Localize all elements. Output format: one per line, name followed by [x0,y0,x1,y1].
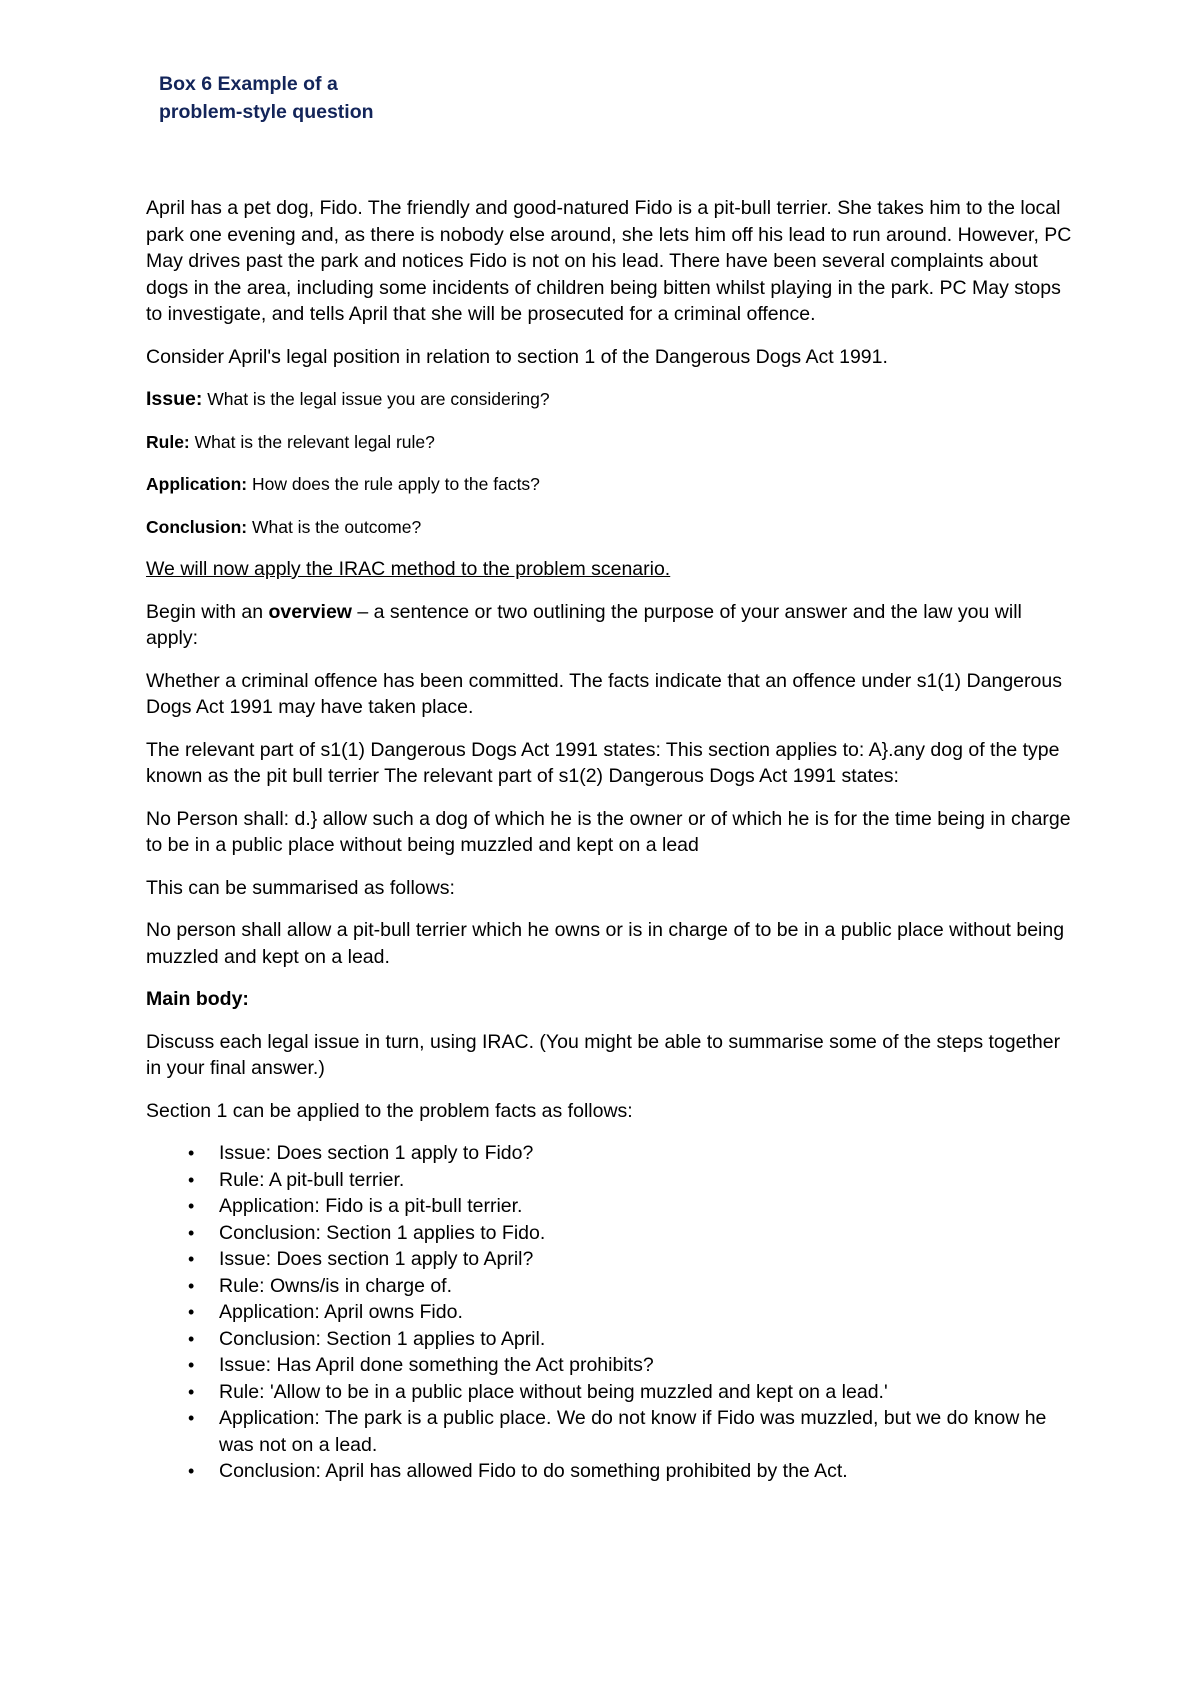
paragraph-s1-1: The relevant part of s1(1) Dangerous Dogs Act 1991 states: This section applies to: A}.any dog of the type known as the pit bull terrier The relevant part of s1(2) Dangerous Dogs Act 1991 states: [146,738,1060,787]
main-body-paragraph-1: Discuss each legal issue in turn, using IRAC. (You might be able to summarise some of the steps together in your final answer.) [146,1030,1061,1079]
bullet-icon: • [188,1328,195,1349]
irac-application-label: Application: [146,474,248,494]
list-item: • Issue: Does section 1 apply to April? [146,1246,1076,1273]
bullet-icon: • [188,1355,195,1375]
bullet-icon: • [188,1381,195,1402]
main-body-paragraph-2: Section 1 can be applied to the problem facts as follows: [146,1099,633,1122]
bullet-icon: • [188,1222,195,1243]
irac-issue-text: What is the legal issue you are considering? [202,389,550,409]
paragraph-offence: Whether a criminal offence has been committed. The facts indicate that an offence under s1(1) Dangerous Dogs Act 1991 may have taken place. [146,669,1062,718]
scenario-paragraph: April has a pet dog, Fido. The friendly and good-natured Fido is a pit-bull terrier. She takes him to the local park one evening and, as there is nobody else around, she lets him off his lead to run around. However, PC May drives past the park and notices Fido is not on his lead. There have been several complaints about dogs in the area, including some incidents of children being bitten whilst playing in the park. PC May stops to investigate, and tells April that she will be prosecuted for a criminal offence. [146,197,1072,325]
box-title-line-2: problem-style question [159,101,374,123]
list-item: • Conclusion: Section 1 applies to Fido. [146,1220,1076,1247]
list-item: • Conclusion: April has allowed Fido to do something prohibited by the Act. [146,1458,1076,1485]
bullet-icon: • [188,1249,195,1269]
list-item: • Application: The park is a public place. We do not know if Fido was muzzled, but we do know he was not on a lead. [188,1407,1047,1456]
irac-conclusion [146,514,1076,541]
list-item: • Rule: A pit-bull terrier. [146,1167,1076,1194]
bullet-icon: • [188,1461,195,1481]
main-body-heading: Main body: [146,988,249,1010]
apply-heading: We will now apply the IRAC method to the problem scenario. [146,558,671,580]
irac-bullet-list [146,1140,1076,1485]
irac-issue-label: Issue: [146,388,203,410]
list-item: • Application: Fido is a pit-bull terrier. [146,1193,1076,1220]
list-item: • Rule: Owns/is in charge of. [146,1273,1076,1300]
bullet-icon: • [188,1275,195,1296]
paragraph-summary-intro: This can be summarised as follows: [146,876,455,899]
bullet-icon: • [188,1302,195,1322]
irac-conclusion-label: Conclusion: [146,516,248,537]
overview-after: – a sentence or two outlining the purpose of your answer and the law you will apply: [146,600,1022,649]
irac-rule-text: What is the relevant legal rule? [189,431,435,452]
overview-before: Begin with an [146,600,269,623]
box-title [159,70,374,126]
bullet-icon: • [188,1169,195,1190]
irac-rule [146,429,1076,456]
list-item: • Application: April owns Fido. [146,1299,1076,1326]
bullet-icon: • [188,1408,195,1428]
paragraph-summary: No person shall allow a pit-bull terrier which he owns or is in charge of to be in a public place without being muzzled and kept on a lead. [146,919,1065,968]
irac-rule-label: Rule: [146,431,190,452]
list-item: • Conclusion: Section 1 applies to April. [146,1326,1076,1353]
irac-issue [146,386,1076,413]
list-item: • Issue: Does section 1 apply to Fido? [146,1140,1076,1167]
document-body [146,195,1076,1485]
list-item: • Rule: 'Allow to be in a public place without being muzzled and kept on a lead.' [146,1379,1076,1406]
bullet-icon: • [188,1196,195,1216]
overview-bold: overview [268,600,352,623]
irac-application [146,471,1076,498]
bullet-icon: • [188,1143,195,1163]
irac-conclusion-text: What is the outcome? [247,516,422,537]
task-paragraph: Consider April's legal position in relation to section 1 of the Dangerous Dogs Act 1991. [146,345,888,368]
list-item: • Issue: Has April done something the Act prohibits? [146,1352,1076,1379]
box-title-line-1: Box 6 Example of a [159,73,338,95]
overview-paragraph [146,599,1076,652]
paragraph-s1-2: No Person shall: d.} allow such a dog of which he is the owner or of which he is for the time being in charge to be in a public place without being muzzled and kept on a lead [146,807,1071,856]
irac-application-text: How does the rule apply to the facts? [247,474,540,494]
